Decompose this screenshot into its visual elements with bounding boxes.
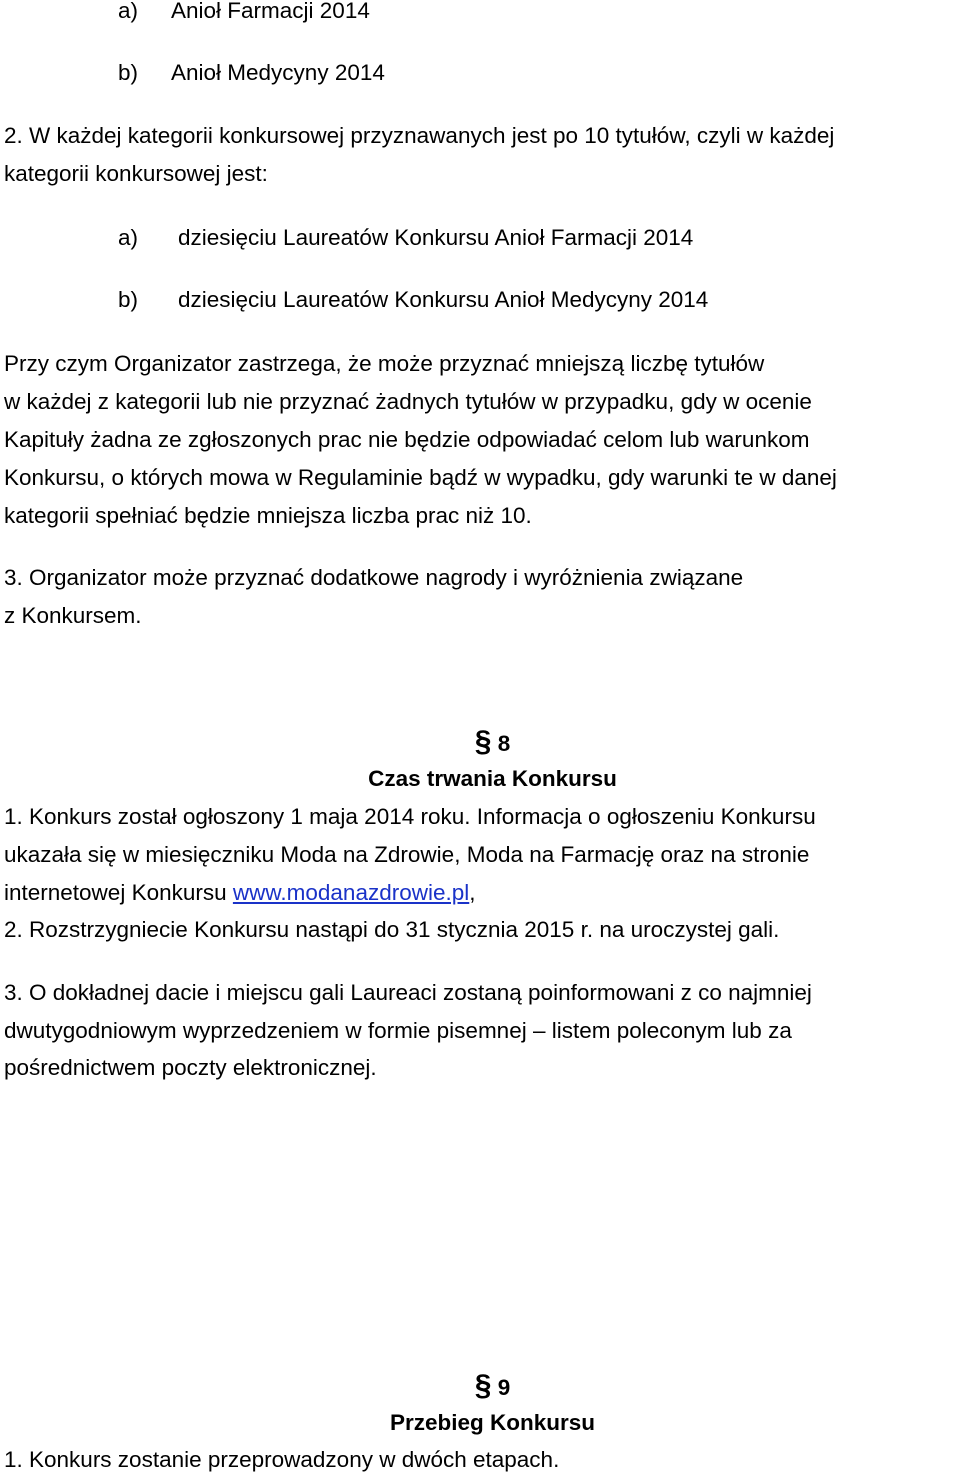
paragraph-line: Konkursu, o których mowa w Regulaminie bądź w wypadku, gdy warunki te w danej [4, 465, 837, 490]
paragraph-line: kategorii konkursowej jest: [4, 161, 268, 186]
website-link[interactable]: www.modanazdrowie.pl [232, 880, 470, 905]
list-item-label: b) [118, 60, 139, 85]
list-item [118, 0, 370, 23]
paragraph-line: dwutygodniowym wyprzedzeniem w formie pisemnej – listem poleconym lub za [4, 1018, 792, 1043]
paragraph-line: kategorii spełniać będzie mniejsza liczba prac niż 10. [4, 503, 532, 528]
paragraph-line [4, 882, 476, 905]
section-number: 9 [497, 1375, 511, 1400]
list-item-label: a) [118, 225, 139, 250]
section-heading [0, 727, 960, 757]
paragraph-line: Kapituły żadna ze zgłoszonych prac nie będzie odpowiadać celom lub warunkom [4, 427, 810, 452]
list-item-text: dziesięciu Laureatów Konkursu Anioł Medycyny 2014 [178, 287, 709, 312]
section-heading [0, 1371, 960, 1401]
paragraph-line: Przy czym Organizator zastrzega, że może przyznać mniejszą liczbę tytułów [4, 351, 765, 376]
paragraph-line: 2. Rozstrzygniecie Konkursu nastąpi do 31 stycznia 2015 r. na uroczystej gali. [4, 917, 780, 942]
paragraph-line: 3. O dokładnej dacie i miejscu gali Laureaci zostaną poinformowani z co najmniej [4, 980, 812, 1005]
section-title: Czas trwania Konkursu [368, 766, 617, 791]
section-symbol: § [474, 725, 492, 758]
paragraph-text: , [469, 880, 476, 905]
paragraph-line: pośrednictwem poczty elektronicznej. [4, 1055, 377, 1080]
paragraph-line: 2. W każdej kategorii konkursowej przyznawanych jest po 10 tytułów, czyli w każdej [4, 123, 835, 148]
paragraph-line: 1. Konkurs zostanie przeprowadzony w dwóch etapach. [4, 1447, 560, 1472]
paragraph-line: 1. Konkurs został ogłoszony 1 maja 2014 roku. Informacja o ogłoszeniu Konkursu [4, 804, 816, 829]
list-item [118, 227, 693, 250]
list-item-label: a) [118, 0, 139, 23]
list-item-text: Anioł Farmacji 2014 [171, 0, 370, 23]
section-number: 8 [497, 731, 511, 756]
list-item [118, 62, 385, 85]
list-item-text: Anioł Medycyny 2014 [171, 60, 385, 85]
paragraph-line: w każdej z kategorii lub nie przyznać żadnych tytułów w przypadku, gdy w ocenie [4, 389, 812, 414]
list-item-text: dziesięciu Laureatów Konkursu Anioł Farmacji 2014 [178, 225, 694, 250]
list-item-label: b) [118, 287, 139, 312]
list-item [118, 289, 708, 312]
section-title: Przebieg Konkursu [389, 1410, 596, 1435]
section-symbol: § [474, 1369, 492, 1402]
paragraph-text: internetowej Konkursu [4, 880, 233, 905]
paragraph-line: 3. Organizator może przyznać dodatkowe nagrody i wyróżnienia związane [4, 565, 744, 590]
paragraph-line: ukazała się w miesięczniku Moda na Zdrowie, Moda na Farmację oraz na stronie [4, 842, 810, 867]
paragraph-line: z Konkursem. [4, 603, 142, 628]
